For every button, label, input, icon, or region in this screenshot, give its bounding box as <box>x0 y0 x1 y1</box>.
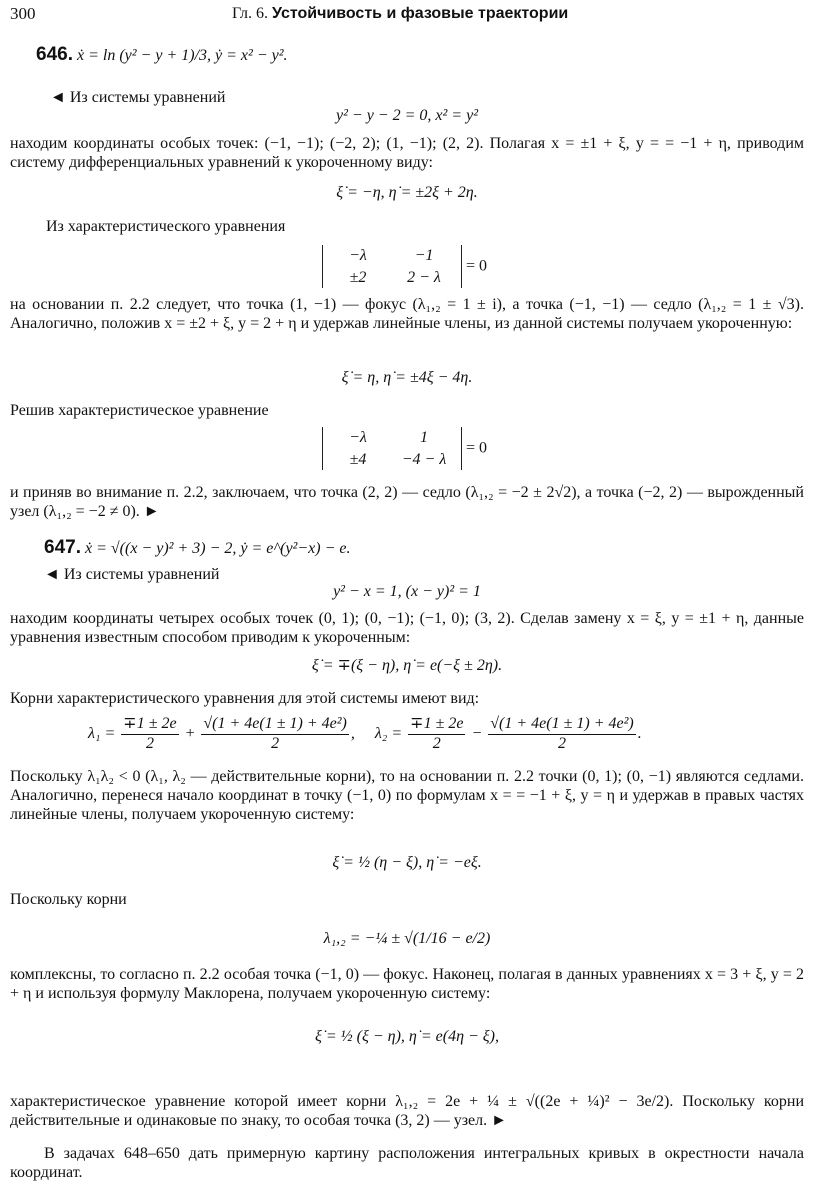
paragraph: Поскольку корни <box>10 891 127 908</box>
equation-system: y² − y − 2 = 0, x² = y² <box>336 107 478 124</box>
fraction-numerator: √(1 + 4e(1 ± 1) + 4e²) <box>201 715 348 735</box>
reduced-system: ξ̇ = ½ (η − ξ), η̇ = −eξ. <box>332 854 482 871</box>
paragraph: Корни характеристического уравнения для этой системы имеют вид: <box>10 690 480 707</box>
paragraph: характеристическое уравнение которой имеет корни λ₁,₂ = 2e + ¼ ± √((2e + ¼)² − 3e/2). Поскольку корни действительные и одинаковые по знаку, то особая точка (3, 2) — узел. ► <box>10 1093 804 1129</box>
paragraph: находим координаты особых точек: (−1, −1); (−2, 2); (1, −1); (2, 2). Полагая x = ±1 + ξ, y = = −1 + η, приводим систему дифференциальных уравнений к укороченному виду: <box>10 135 804 171</box>
running-head-title: Устойчивость и фазовые траектории <box>272 5 569 22</box>
fraction-denominator: 2 <box>271 734 280 752</box>
problem-number: 646. <box>36 44 73 65</box>
paragraph: Поскольку λ₁λ₂ < 0 (λ₁, λ₂ — действительные корни), то на основании п. 2.2 точки (0, 1); (0, −1) являются седлами. Аналогично, перенеся начало координат в точку (−1, 0) по формулам x = = −1 + ξ, y = η и удержав в правых частях линейные члены, получаем укороченную систему: <box>10 768 804 823</box>
page-number: 300 <box>10 4 36 23</box>
reduced-system: ξ̇ = −η, η̇ = ±2ξ + 2η. <box>336 184 478 201</box>
solution-intro: ◄ Из системы уравнений <box>50 89 226 106</box>
det-cell: 2 − λ <box>407 268 441 286</box>
reduced-system: ξ̇ = ∓(ξ − η), η̇ = e(−ξ ± 2η). <box>311 657 503 674</box>
fraction-denominator: 2 <box>557 734 566 752</box>
det-cell: ±2 <box>349 268 367 286</box>
problem-647-statement <box>44 537 804 559</box>
running-head <box>232 5 568 24</box>
problem-equation: ẋ = √((x − y)² + 3) − 2, ẏ = e^(y²−x) − e. <box>84 540 351 557</box>
paragraph: находим координаты четырех особых точек (0, 1); (0, −1); (−1, 0); (3, 2). Сделав замену x = ξ, y = ±1 + η, данные уравнения известным способом приводим к укороченным: <box>10 610 804 646</box>
det-cell: −1 <box>414 247 434 264</box>
problem-646-statement <box>36 44 796 66</box>
paragraph: на основании п. 2.2 следует, что точка (1, −1) — фокус (λ₁,₂ = 1 ± i), а точка (−1, −1) — седло (λ₁,₂ = 1 ± √3). Аналогично, положив x = ±2 + ξ, y = 2 + η и удержав линейные члены, из данной системы получаем укороченную: <box>10 296 804 332</box>
characteristic-determinant <box>322 427 487 470</box>
paragraph: комплексны, то согласно п. 2.2 особая точка (−1, 0) — фокус. Наконец, полагая в данных уравнениях x = 3 + ξ, y = 2 + η и используя формулу Маклорена, получаем укороченную систему: <box>10 966 804 1002</box>
problem-equation: ẋ = ln (y² − y + 1)/3, ẏ = x² − y². <box>76 47 288 64</box>
det-rhs: = 0 <box>466 439 488 457</box>
task-instruction: В задачах 648–650 дать примерную картину расположения интегральных кривых в окрестности начала координат. <box>10 1145 804 1181</box>
roots-formula: λ₁,₂ = −¼ ± √(1/16 − e/2) <box>323 930 491 947</box>
det-cell: −4 − λ <box>401 450 447 468</box>
paragraph: и приняв во внимание п. 2.2, заключаем, что точка (2, 2) — седло (λ₁,₂ = −2 ± 2√2), а точка (−2, 2) — вырожденный узел (λ₁,₂ = −2 ≠ 0). ► <box>10 484 804 520</box>
paragraph: Из характеристического уравнения <box>46 218 286 235</box>
fraction-denominator: 2 <box>145 734 154 752</box>
det-cell: −λ <box>349 429 367 446</box>
det-rhs: = 0 <box>466 257 488 275</box>
reduced-system: ξ̇ = ½ (ξ − η), η̇ = e(4η − ξ), <box>315 1028 499 1045</box>
lambda2-label: λ₂ = <box>374 725 403 743</box>
lambda1-label: λ₁ = <box>88 725 116 743</box>
det-cell: 1 <box>420 429 428 446</box>
solution-intro: ◄ Из системы уравнений <box>44 566 220 583</box>
det-cell: −λ <box>349 247 367 264</box>
problem-number: 647. <box>44 537 81 558</box>
characteristic-determinant <box>322 245 487 288</box>
equation-system: y² − x = 1, (x − y)² = 1 <box>333 583 481 600</box>
fraction-numerator: √(1 + 4e(1 ± 1) + 4e²) <box>488 715 635 735</box>
fraction-denominator: 2 <box>432 734 441 752</box>
running-head-chapter: Гл. 6. <box>232 5 269 22</box>
fraction-numerator: ∓1 ± 2e <box>121 715 178 735</box>
paragraph: Решив характеристическое уравнение <box>10 402 269 419</box>
reduced-system: ξ̇ = η, η̇ = ±4ξ − 4η. <box>341 369 473 386</box>
det-cell: ±4 <box>349 450 367 468</box>
fraction-numerator: ∓1 ± 2e <box>408 715 465 735</box>
roots-formula: λ₁ = $\frac{\mp 1 \pm 2e}{2}$ + $\frac{\text{√(1 + 4e(1 ± 1) + 4e²)}}{2}$ , λ₂ = $\frac{\mp 1 \pm 2e}{2}$ − $\frac{\text{√(1 + 4e(1 ± 1) + 4e²)}}{2}$ . <box>88 715 642 752</box>
